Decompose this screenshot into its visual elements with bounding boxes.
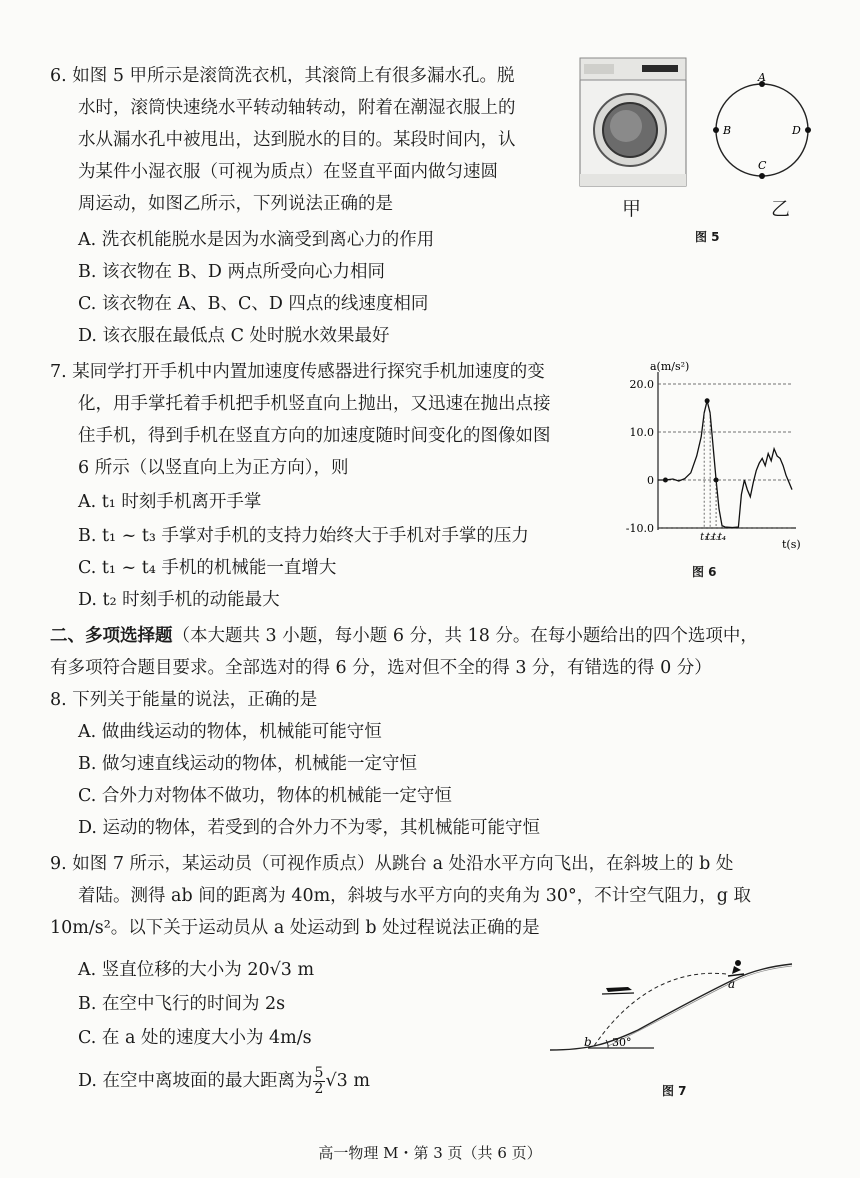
t-tick-label-3: t₃	[712, 532, 721, 543]
y-axis-label: a(m/s²)	[650, 360, 690, 373]
q6-line-1: 6. 如图 5 甲所示是滚筒洗衣机，其滚筒上有很多漏水孔。脱	[50, 66, 515, 86]
t-tick-label-2: t₂	[706, 532, 715, 543]
skier-in-air-icon	[602, 987, 634, 994]
q9-option-a: A. 竖直位移的大小为 20√3 m	[78, 960, 315, 980]
peak-marker	[705, 398, 710, 403]
section2-line-2: 有多项符合题目要求。全部选对的得 6 分，选对但不全的得 3 分，有错选的得 0 分）	[50, 658, 712, 678]
q9-line-2: 着陆。测得 ab 间的距离为 40m，斜坡与水平方向的夹角为 30°，不计空气阻力，g 取	[78, 886, 752, 906]
q7-option-a: A. t₁ 时刻手机离开手掌	[78, 492, 262, 512]
y-tick-label-0: 20.0	[629, 378, 654, 391]
t-tick-label-4: t₄	[718, 532, 727, 543]
q7-line-2: 化，用手掌托着手机把手机竖直向上抛出，又迅速在抛出点接	[78, 394, 551, 414]
point-d	[805, 127, 811, 133]
point-c-label: C	[758, 159, 767, 172]
ski-jump-diagram	[548, 960, 794, 1072]
q9-line-3: 10m/s²。以下关于运动员从 a 处运动到 b 处过程说法正确的是	[50, 918, 540, 938]
zero-crossing-marker	[714, 478, 719, 483]
q6-option-c: C. 该衣物在 A、B、C、D 四点的线速度相同	[78, 294, 429, 314]
q8-stem: 8. 下列关于能量的说法，正确的是	[50, 690, 318, 710]
page-footer: 高一物理 M・第 3 页（共 6 页）	[318, 1144, 542, 1162]
section2-line-1	[50, 624, 758, 648]
start-marker	[663, 478, 668, 483]
acceleration-chart	[610, 360, 810, 556]
q6-option-d: D. 该衣服在最低点 C 处时脱水效果最好	[78, 326, 390, 346]
q9-option-d-suffix: √3 m	[325, 1071, 370, 1091]
label-yi: 乙	[771, 198, 791, 220]
q9-option-d	[78, 1066, 370, 1097]
point-a-slope-label: a	[728, 977, 736, 991]
section2-title: 二、多项选择题	[50, 626, 173, 646]
q6-line-3: 水从漏水孔中被甩出，达到脱水的目的。某段时间内，认	[78, 130, 516, 150]
q8-option-a: A. 做曲线运动的物体，机械能可能守恒	[78, 722, 382, 742]
skier-at-a-icon	[728, 960, 744, 976]
point-c	[759, 173, 765, 179]
y-tick-label-1: 10.0	[629, 426, 654, 439]
q6-line-5: 周运动，如图乙所示，下列说法正确的是	[78, 194, 393, 214]
section2-instructions: （本大题共 3 小题，每小题 6 分，共 18 分。在每小题给出的四个选项中，	[172, 626, 758, 646]
angle-arc	[606, 1040, 608, 1048]
q6-option-b: B. 该衣物在 B、D 两点所受向心力相同	[78, 262, 386, 282]
point-b	[713, 127, 719, 133]
q8-option-b: B. 做匀速直线运动的物体，机械能一定守恒	[78, 754, 417, 774]
q7-option-b: B. t₁ ~ t₃ 手掌对手机的支持力始终大于手机对手掌的压力	[78, 526, 529, 546]
q9-line-1: 9. 如图 7 所示，某运动员（可视作质点）从跳台 a 处沿水平方向飞出，在斜坡上的 b 处	[50, 854, 734, 874]
point-d-label: D	[792, 124, 801, 137]
q7-line-3: 住手机，得到手机在竖直方向的加速度随时间变化的图像如图	[78, 426, 551, 446]
washing-machine-image	[578, 56, 688, 188]
x-axis-label: t(s)	[782, 538, 801, 551]
point-b-slope-label: b	[584, 1035, 592, 1049]
circular-motion-diagram	[706, 68, 826, 194]
q8-option-c: C. 合外力对物体不做功，物体的机械能一定守恒	[78, 786, 452, 806]
q9-option-d-fraction	[313, 1066, 326, 1097]
q7-option-d: D. t₂ 时刻手机的动能最大	[78, 590, 280, 610]
q6-line-4: 为某件小湿衣服（可视为质点）在竖直平面内做匀速圆	[78, 162, 498, 182]
q9-option-b: B. 在空中飞行的时间为 2s	[78, 994, 286, 1014]
q7-line-4: 6 所示（以竖直向上为正方向），则	[78, 458, 349, 478]
q9-option-c: C. 在 a 处的速度大小为 4m/s	[78, 1028, 312, 1048]
t-tick-label-1: t₁	[700, 532, 709, 543]
fraction-denominator: 2	[314, 1081, 324, 1097]
q7-option-c: C. t₁ ~ t₄ 手机的机械能一直增大	[78, 558, 337, 578]
y-tick-label-2: 0	[647, 474, 654, 487]
slope-shade	[608, 966, 792, 1046]
q6-option-a: A. 洗衣机能脱水是因为水滴受到离心力的作用	[78, 230, 435, 250]
label-jia: 甲	[622, 198, 642, 220]
fig6-caption: 图 6	[692, 565, 717, 579]
q9-option-d-prefix: D. 在空中离坡面的最大距离为	[78, 1071, 313, 1091]
q7-line-1: 7. 某同学打开手机中内置加速度传感器进行探究手机加速度的变	[50, 362, 545, 382]
point-b-label: B	[723, 124, 732, 137]
point-a-label: A	[758, 71, 766, 84]
fig5-caption: 图 5	[695, 230, 720, 244]
fig7-caption: 图 7	[662, 1084, 687, 1098]
angle-label: 30°	[612, 1036, 632, 1049]
fraction-numerator: 5	[314, 1065, 324, 1081]
y-tick-label-3: -10.0	[625, 522, 654, 535]
q8-option-d: D. 运动的物体，若受到的合外力不为零，其机械能可能守恒	[78, 818, 541, 838]
series-line	[658, 401, 792, 528]
q6-line-2: 水时，滚筒快速绕水平转动轴转动，附着在潮湿衣服上的	[78, 98, 516, 118]
